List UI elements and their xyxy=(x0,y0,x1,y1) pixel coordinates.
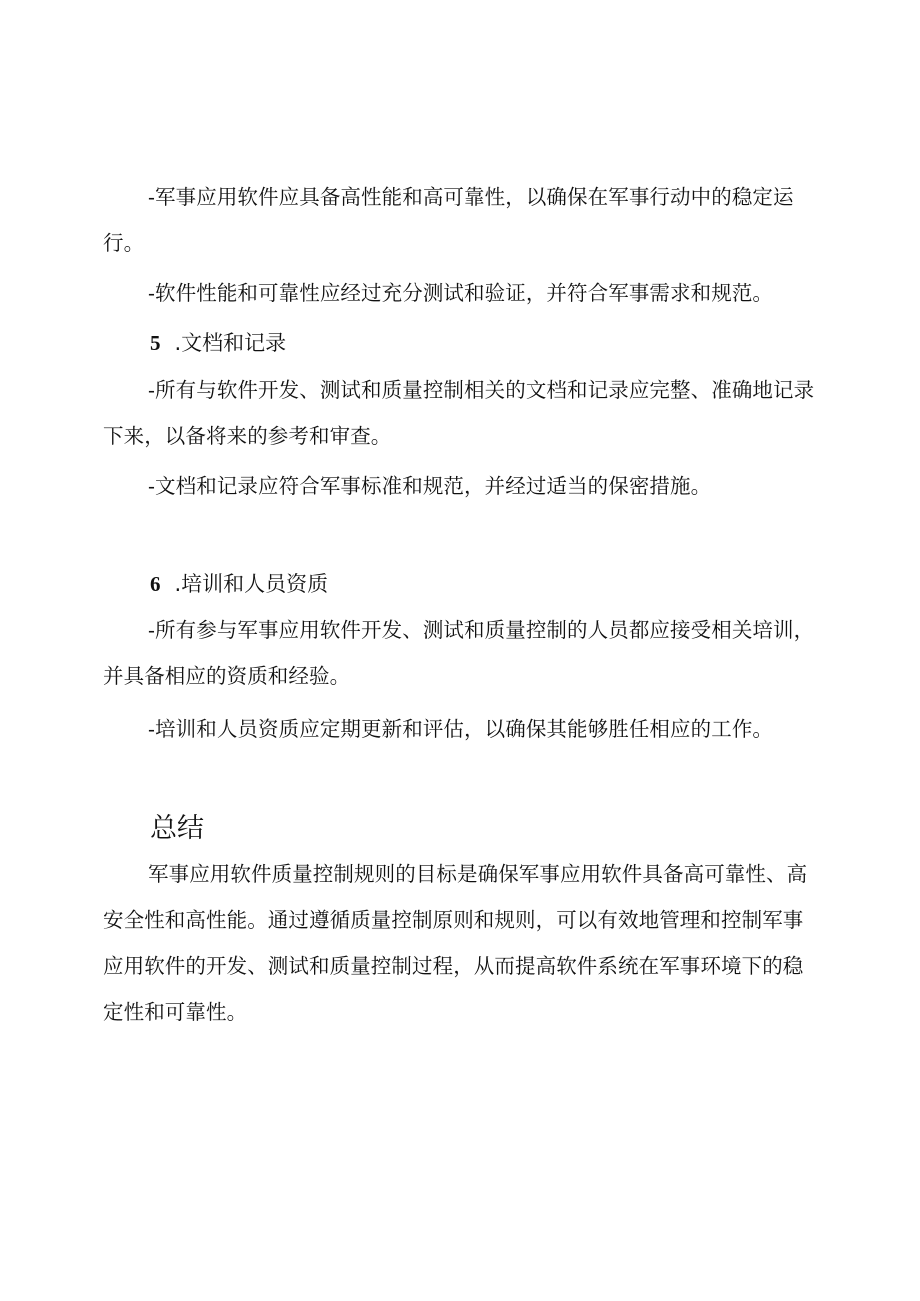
summary-body: 军事应用软件质量控制规则的目标是确保军事应用软件具备高可靠性、高安全性和高性能。通过遵循质量控制原则和规则，可以有效地管理和控制军事应用软件的开发、测试和质量控制过程，从而提高软件系统在军事环境下的稳定性和可靠性。 xyxy=(103,862,808,1024)
section6-title: .培训和人员资质 xyxy=(174,572,329,596)
section5-item-2: -文档和记录应符合军事标准和规范，并经过适当的保密措施。 xyxy=(148,474,712,498)
section5-title: .文档和记录 xyxy=(174,331,287,355)
section4-item-1: -军事应用软件应具备高性能和高可靠性，以确保在军事行动中的稳定运行。 xyxy=(103,185,794,255)
section4-item-2: -软件性能和可靠性应经过充分测试和验证，并符合军事需求和规范。 xyxy=(148,281,774,305)
section6-heading xyxy=(150,569,328,599)
section6-item-2: -培训和人员资质应定期更新和评估，以确保其能够胜任相应的工作。 xyxy=(148,717,774,741)
section6-item-1: -所有参与军事应用软件开发、测试和质量控制的人员都应接受相关培训，并具备相应的资质和经验。 xyxy=(103,618,815,688)
section5-number: 5 xyxy=(150,331,161,355)
summary-title: 总结 xyxy=(150,813,204,844)
section5-item-1: -所有与软件开发、测试和质量控制相关的文档和记录应完整、准确地记录下来，以备将来的参考和审查。 xyxy=(103,378,815,448)
section6-number: 6 xyxy=(150,572,161,596)
section5-heading xyxy=(150,328,286,358)
